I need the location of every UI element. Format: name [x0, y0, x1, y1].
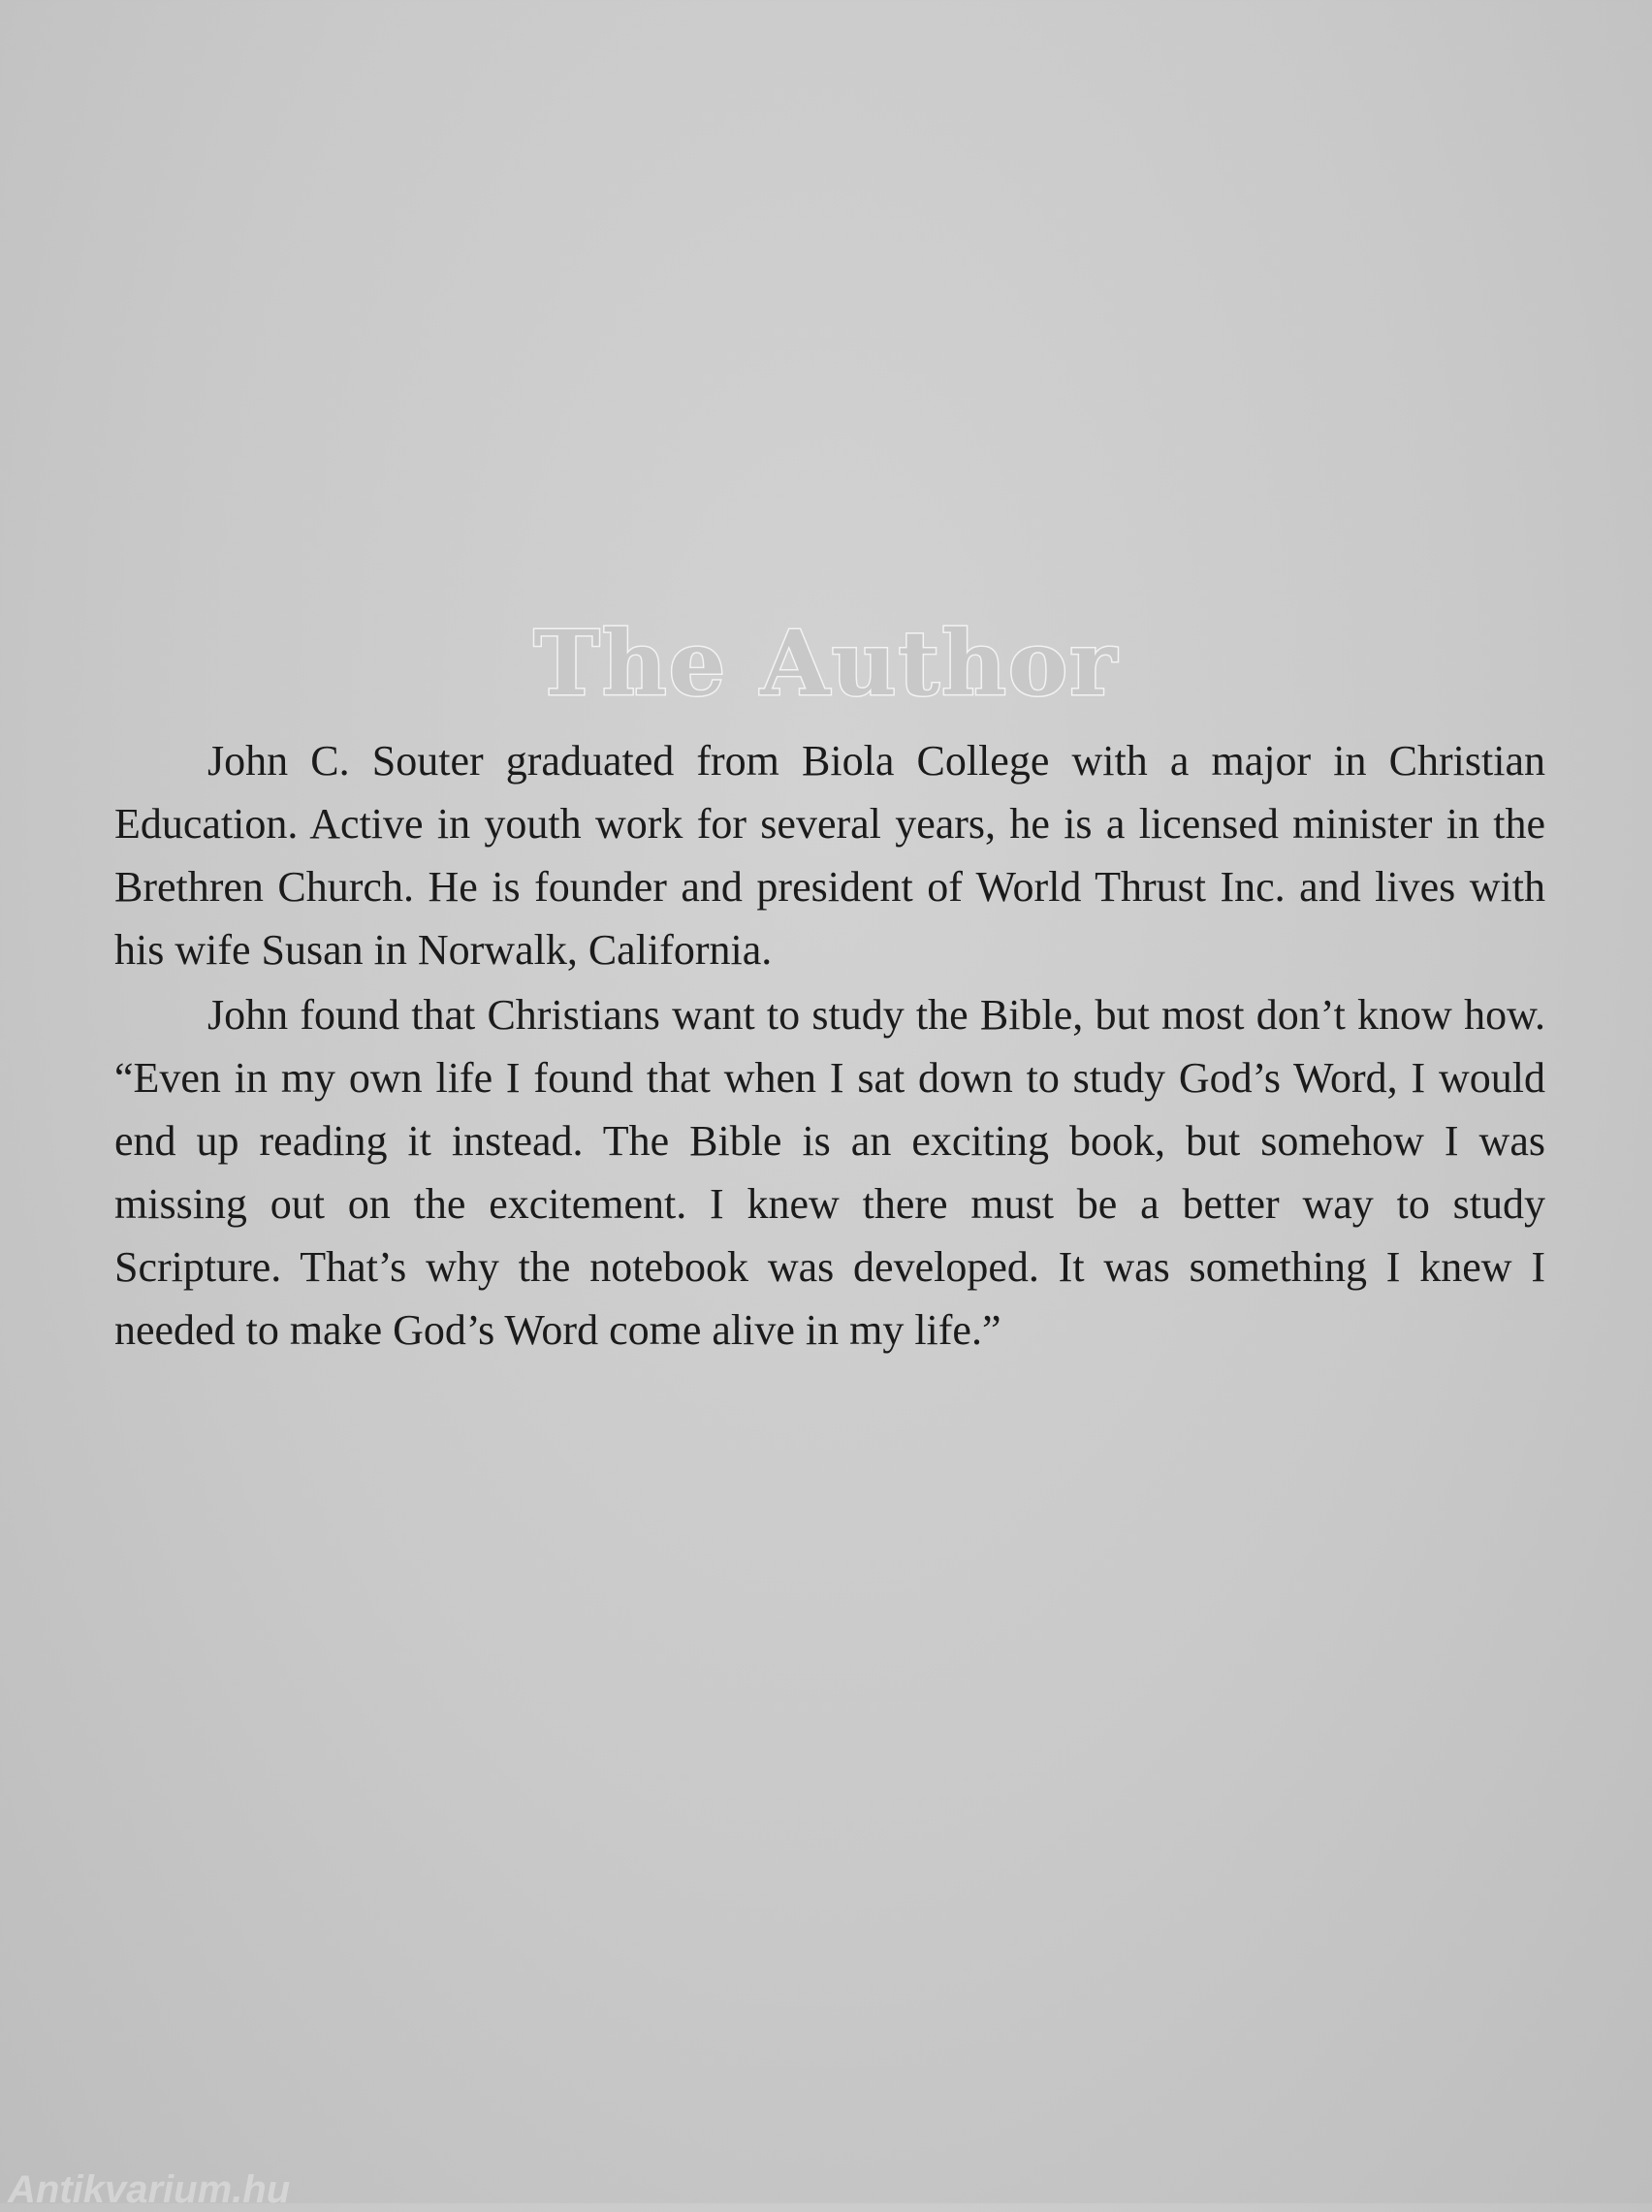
paragraph-biography: John C. Souter graduated from Biola College with a major in Christian Education. Active in youth work for several years, he is a licensed minister in the Brethren Church. He is founder and president of World Thrust Inc. and lives with his wife Susan in Norwalk, California. — [114, 737, 1545, 974]
watermark-text: Antikvarium.hu — [8, 2168, 291, 2211]
author-biography — [114, 729, 1545, 1363]
page-title: The Author — [533, 610, 1119, 716]
paragraph-quote: John found that Christians want to study the Bible, but most don’t know how. “Even in my own life I found that when I sat down to study God’s Word, I would end up reading it instead. The Bible is an exciting book, but somehow I was missing out on the excitement. I knew there must be a better way to study Scripture. That’s why the notebook was developed. It was something I knew I needed to make God’s Word come alive in my life.” — [114, 991, 1545, 1354]
